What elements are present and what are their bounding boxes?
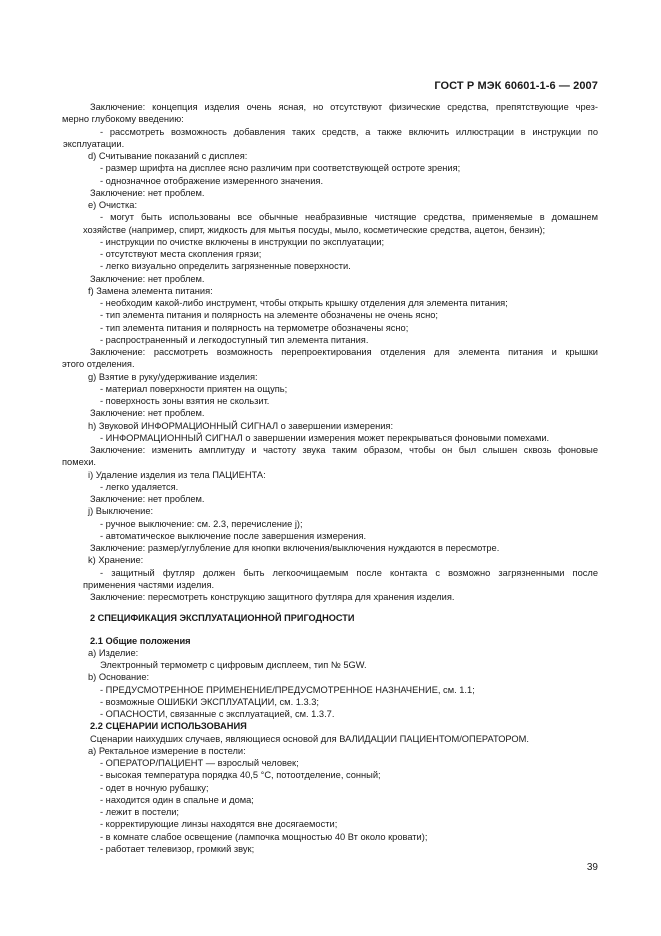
text-line: - ОПАСНОСТИ, связанные с эксплуатацией, см. 1.3.7. [100, 709, 335, 719]
text-line: - могут быть использованы все обычные неабразивные чистящие средства, применяемые в домашнем [100, 212, 598, 223]
text-line: Заключение: концепция изделия очень ясная, но отсутствуют физические средства, препятствующие чрез- [90, 102, 598, 112]
list-item-label: e) Очистка: [88, 200, 138, 210]
text-line: помехи. [62, 457, 96, 468]
text-line: Заключение: изменить амплитуду и частоту звука таким образом, чтобы он был слышен сквозь фоновые [90, 445, 598, 455]
list-item-label: i) Удаление изделия из тела ПАЦИЕНТА: [88, 469, 266, 480]
text-line: - ПРЕДУСМОТРЕННОЕ ПРИМЕНЕНИЕ/ПРЕДУСМОТРЕННОЕ НАЗНАЧЕНИЕ, см. 1.1; [100, 684, 475, 695]
text-line: - ОПЕРАТОР/ПАЦИЕНТ — взрослый человек; [100, 758, 299, 768]
text-line: - высокая температура порядка 40,5 °С, потоотделение, сонный; [100, 770, 381, 781]
text-line: - тип элемента питания и полярность на элементе обозначены не очень ясно; [100, 310, 438, 321]
text-line: - необходим какой-либо инструмент, чтобы открыть крышку отделения для элемента питания; [100, 298, 508, 308]
text-line: - одет в ночную рубашку; [100, 782, 209, 793]
text-line: - ИНФОРМАЦИОННЫЙ СИГНАЛ о завершении измерения может перекрываться фоновыми помехами. [100, 432, 550, 443]
text-line: - размер шрифта на дисплее ясно различим при соответствующей остроте зрения; [100, 163, 461, 174]
text-line: Заключение: размер/углубление для кнопки включения/выключения нуждаются в пересмотре. [90, 543, 500, 553]
text-line: мерно глубокому введению: [62, 114, 184, 125]
text-line: - тип элемента питания и полярность на термометре обозначены ясно; [100, 322, 409, 333]
text-line: - рассмотреть возможность добавления таких средств, а также включить иллюстрации в инструкции по [100, 126, 598, 137]
list-item-label: f) Замена элемента питания: [88, 285, 213, 296]
text-line: Заключение: нет проблем. [90, 494, 205, 504]
document-body [0, 101, 661, 855]
text-line: - возможные ОШИБКИ ЭКСПЛУАТАЦИИ, см. 1.3.3; [100, 696, 319, 707]
subsection-heading: 2.1 Общие положения [90, 635, 191, 646]
text-line: Заключение: пересмотреть конструкцию защитного футляра для хранения изделия. [90, 592, 455, 602]
list-item-label: h) Звуковой ИНФОРМАЦИОННЫЙ СИГНАЛ о завершении измерения: [88, 420, 394, 431]
text-line: Заключение: нет проблем. [90, 187, 205, 198]
text-line: Сценарии наихудших случаев, являющиеся основой для ВАЛИДАЦИИ ПАЦИЕНТОМ/ОПЕРАТОРОМ. [90, 733, 529, 744]
text-line: - материал поверхности приятен на ощупь; [100, 383, 288, 394]
text-line: - однозначное отображение измеренного значения. [100, 175, 324, 186]
list-item-label: a) Ректальное измерение в постели: [88, 745, 246, 756]
subsection-heading: 2.2 СЦЕНАРИИ ИСПОЛЬЗОВАНИЯ [90, 721, 247, 732]
text-line: - легко удаляется. [100, 481, 179, 492]
text-line: - автоматическое выключение после завершения измерения. [100, 530, 367, 541]
list-item-label: d) Считывание показаний с дисплея: [88, 151, 248, 161]
text-line: - легко визуально определить загрязненные поверхности. [100, 261, 351, 272]
list-item-label: g) Взятие в руку/удерживание изделия: [88, 371, 258, 382]
text-line: - защитный футляр должен быть легкоочищаемым после контакта с возможно загрязненными после [100, 567, 598, 578]
page-number: 39 [586, 862, 598, 873]
list-item-label: a) Изделие: [88, 647, 139, 658]
text-line: - инструкции по очистке включены в инструкции по эксплуатации; [100, 236, 385, 247]
list-item-label: b) Основание: [88, 672, 150, 683]
text-line: этого отделения. [62, 359, 135, 370]
text-line: Заключение: рассмотреть возможность перепроектирования отделения для элемента питания и крышки [90, 347, 598, 357]
text-line: - находится один в спальне и дома; [100, 794, 254, 805]
text-line: - ручное выключение: см. 2.3, перечисление j); [100, 518, 303, 529]
text-line: Заключение: нет проблем. [90, 273, 205, 284]
text-line: эксплуатации. [63, 138, 125, 149]
section-heading: 2 СПЕЦИФИКАЦИЯ ЭКСПЛУАТАЦИОННОЙ ПРИГОДНОСТИ [90, 613, 355, 624]
text-line: - в комнате слабое освещение (лампочка мощностью 40 Вт около кровати); [100, 831, 428, 842]
text-line: хозяйстве (например, спирт, жидкость для мытья посуды, мыло, косметические средства, ацетон, бензин); [83, 224, 546, 235]
list-item-label: k) Хранение: [88, 555, 144, 566]
text-line: - корректирующие линзы находятся вне досягаемости; [100, 819, 338, 830]
list-item-label: j) Выключение: [88, 506, 154, 517]
text-line: - распространенный и легкодоступный тип элемента питания. [100, 334, 369, 345]
text-line: применения частями изделия. [83, 579, 215, 590]
text-line: - работает телевизор, громкий звук; [100, 843, 255, 854]
text-line: Заключение: нет проблем. [90, 408, 205, 419]
document-header: ГОСТ Р МЭК 60601-1-6 — 2007 [434, 80, 598, 92]
text-line: - лежит в постели; [100, 807, 180, 817]
text-line: - поверхность зоны взятия не скользит. [100, 396, 270, 406]
text-line: Электронный термометр с цифровым дисплеем, тип № 5GW. [100, 660, 367, 670]
text-line: - отсутствуют места скопления грязи; [100, 249, 262, 259]
